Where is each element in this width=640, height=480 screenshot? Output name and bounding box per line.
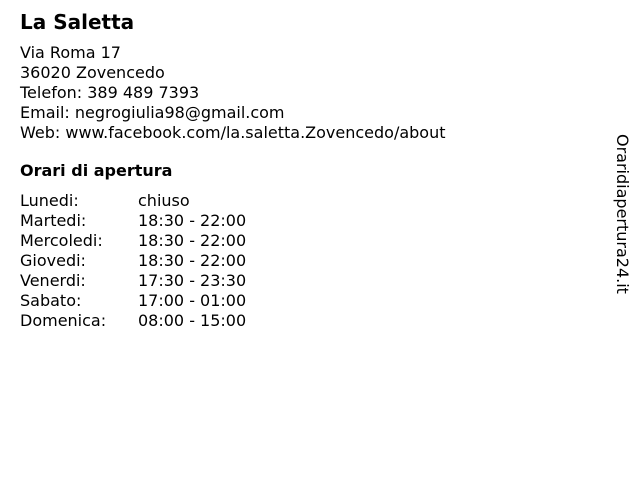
time-value: chiuso bbox=[138, 191, 190, 210]
business-card bbox=[20, 9, 590, 331]
day-label: Giovedi: bbox=[20, 251, 86, 270]
day-label: Venerdi: bbox=[20, 271, 86, 290]
site-brand-vertical: Oraridiapertura24.it bbox=[613, 134, 632, 294]
business-name: La Saletta bbox=[20, 10, 135, 34]
day-label: Domenica: bbox=[20, 311, 107, 330]
hours-row-wednesday bbox=[20, 231, 590, 251]
web-line: Web: www.facebook.com/la.saletta.Zovencedo/about bbox=[20, 123, 446, 142]
phone-line: Telefon: 389 489 7393 bbox=[20, 83, 200, 102]
hours-row-sunday bbox=[20, 311, 590, 331]
hours-row-tuesday bbox=[20, 211, 590, 231]
time-value: 18:30 - 22:00 bbox=[138, 251, 247, 270]
day-label: Martedi: bbox=[20, 211, 87, 230]
postal-city: 36020 Zovencedo bbox=[20, 63, 165, 82]
hours-row-monday bbox=[20, 191, 590, 211]
hours-row-saturday bbox=[20, 291, 590, 311]
time-value: 08:00 - 15:00 bbox=[138, 311, 247, 330]
hours-row-thursday bbox=[20, 251, 590, 271]
time-value: 17:00 - 01:00 bbox=[138, 291, 247, 310]
time-value: 17:30 - 23:30 bbox=[138, 271, 247, 290]
time-value: 18:30 - 22:00 bbox=[138, 231, 247, 250]
day-label: Sabato: bbox=[20, 291, 82, 310]
opening-hours-table bbox=[20, 191, 590, 331]
day-label: Mercoledi: bbox=[20, 231, 103, 250]
hours-row-friday bbox=[20, 271, 590, 291]
opening-hours-heading: Orari di apertura bbox=[20, 161, 173, 180]
street-address: Via Roma 17 bbox=[20, 43, 121, 62]
day-label: Lunedi: bbox=[20, 191, 79, 210]
time-value: 18:30 - 22:00 bbox=[138, 211, 247, 230]
email-line: Email: negrogiulia98@gmail.com bbox=[20, 103, 285, 122]
